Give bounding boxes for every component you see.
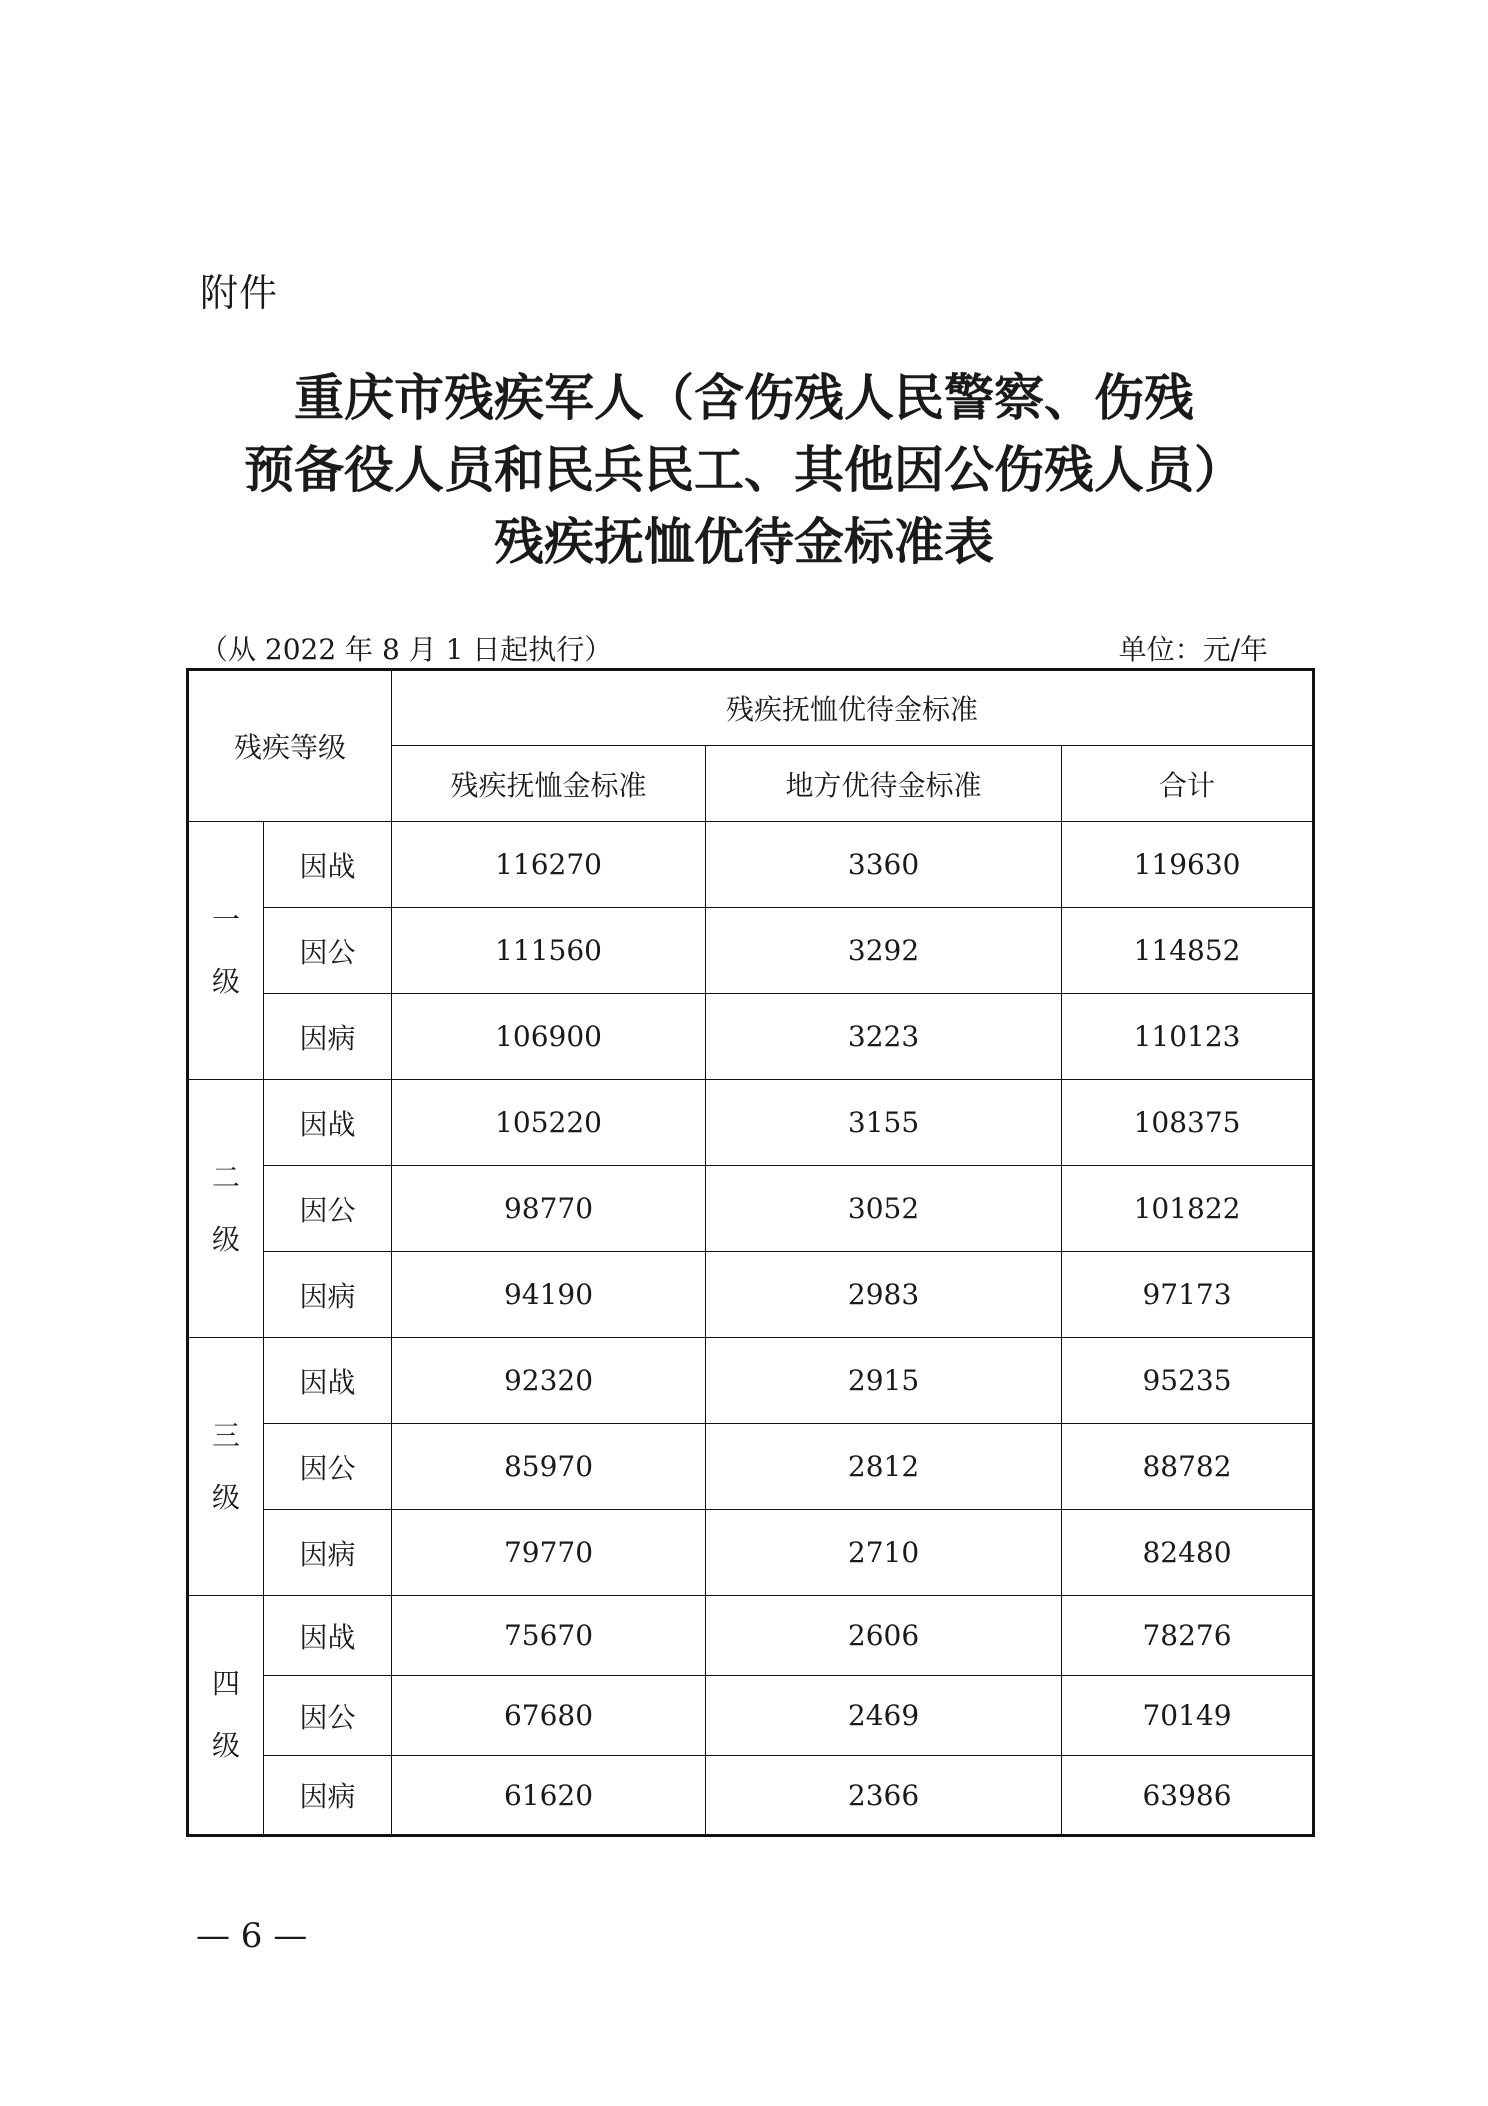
table-row [188,908,1314,994]
local-cell: 2915 [706,1338,1062,1424]
table-row [188,1252,1314,1338]
grade-cell [188,1080,264,1338]
pension-cell: 67680 [392,1676,706,1756]
table-row [188,1080,1314,1166]
pension-cell: 111560 [392,908,706,994]
pension-cell: 61620 [392,1756,706,1836]
table-row [188,1338,1314,1424]
title-line-2: 预备役人员和民兵民工、其他因公伤残人员） [244,441,1244,499]
pension-cell: 94190 [392,1252,706,1338]
cause-cell: 因病 [264,994,392,1080]
pension-cell: 106900 [392,994,706,1080]
cause-cell: 因公 [264,1424,392,1510]
table-row [188,1166,1314,1252]
local-cell: 3360 [706,822,1062,908]
header-pension: 残疾抚恤金标准 [392,746,706,822]
total-cell: 95235 [1062,1338,1314,1424]
header-group: 残疾抚恤优待金标准 [392,670,1314,746]
cause-cell: 因战 [264,822,392,908]
local-cell: 3155 [706,1080,1062,1166]
header-grade: 残疾等级 [188,670,392,822]
total-cell: 101822 [1062,1166,1314,1252]
total-cell: 63986 [1062,1756,1314,1836]
local-cell: 3052 [706,1166,1062,1252]
local-cell: 2366 [706,1756,1062,1836]
total-cell: 114852 [1062,908,1314,994]
attachment-label: 附件 [200,271,279,315]
cause-cell: 因公 [264,1676,392,1756]
total-cell: 97173 [1062,1252,1314,1338]
grade-label-top: 四 [211,1667,240,1700]
grade-cell [188,1596,264,1836]
grade-label-top: 二 [211,1160,240,1194]
pension-cell: 92320 [392,1338,706,1424]
total-cell: 70149 [1062,1676,1314,1756]
header-row-1 [188,670,1314,746]
page-number: — 6 — [196,1916,308,1956]
grade-label-bottom: 级 [211,1480,240,1514]
total-cell: 119630 [1062,822,1314,908]
header-total: 合计 [1062,746,1314,822]
pension-standard-table [186,668,1315,1837]
local-cell: 2469 [706,1676,1062,1756]
local-cell: 2606 [706,1596,1062,1676]
total-cell: 108375 [1062,1080,1314,1166]
title-line-3: 残疾抚恤优待金标准表 [494,513,994,571]
grade-label-top: 一 [211,902,240,936]
grade-label-top: 三 [211,1418,240,1452]
cause-cell: 因病 [264,1510,392,1596]
total-cell: 82480 [1062,1510,1314,1596]
cause-cell: 因病 [264,1252,392,1338]
cause-cell: 因公 [264,1166,392,1252]
local-cell: 3223 [706,994,1062,1080]
grade-cell [188,1338,264,1596]
grade-cell [188,822,264,1080]
local-cell: 3292 [706,908,1062,994]
pension-cell: 85970 [392,1424,706,1510]
pension-cell: 79770 [392,1510,706,1596]
grade-label-bottom: 级 [211,1729,240,1762]
table-row [188,1676,1314,1756]
pension-cell: 75670 [392,1596,706,1676]
table-row [188,1424,1314,1510]
table-row [188,1756,1314,1836]
unit-note: 单位：元/年 [1118,633,1268,666]
pension-cell: 105220 [392,1080,706,1166]
total-cell: 88782 [1062,1424,1314,1510]
table-row [188,822,1314,908]
cause-cell: 因战 [264,1080,392,1166]
total-cell: 110123 [1062,994,1314,1080]
table-row [188,994,1314,1080]
pension-cell: 98770 [392,1166,706,1252]
local-cell: 2710 [706,1510,1062,1596]
cause-cell: 因公 [264,908,392,994]
table-row [188,1596,1314,1676]
pension-cell: 116270 [392,822,706,908]
cause-cell: 因战 [264,1338,392,1424]
effective-date-note: （从 2022 年 8 月 1 日起执行） [200,633,613,666]
grade-label-bottom: 级 [211,1222,240,1256]
cause-cell: 因病 [264,1756,392,1836]
local-cell: 2812 [706,1424,1062,1510]
title-line-1: 重庆市残疾军人（含伤残人民警察、伤残 [294,369,1194,427]
table-row [188,1510,1314,1596]
local-cell: 2983 [706,1252,1062,1338]
document-title [120,362,1368,578]
cause-cell: 因战 [264,1596,392,1676]
total-cell: 78276 [1062,1596,1314,1676]
grade-label-bottom: 级 [211,964,240,998]
header-local: 地方优待金标准 [706,746,1062,822]
